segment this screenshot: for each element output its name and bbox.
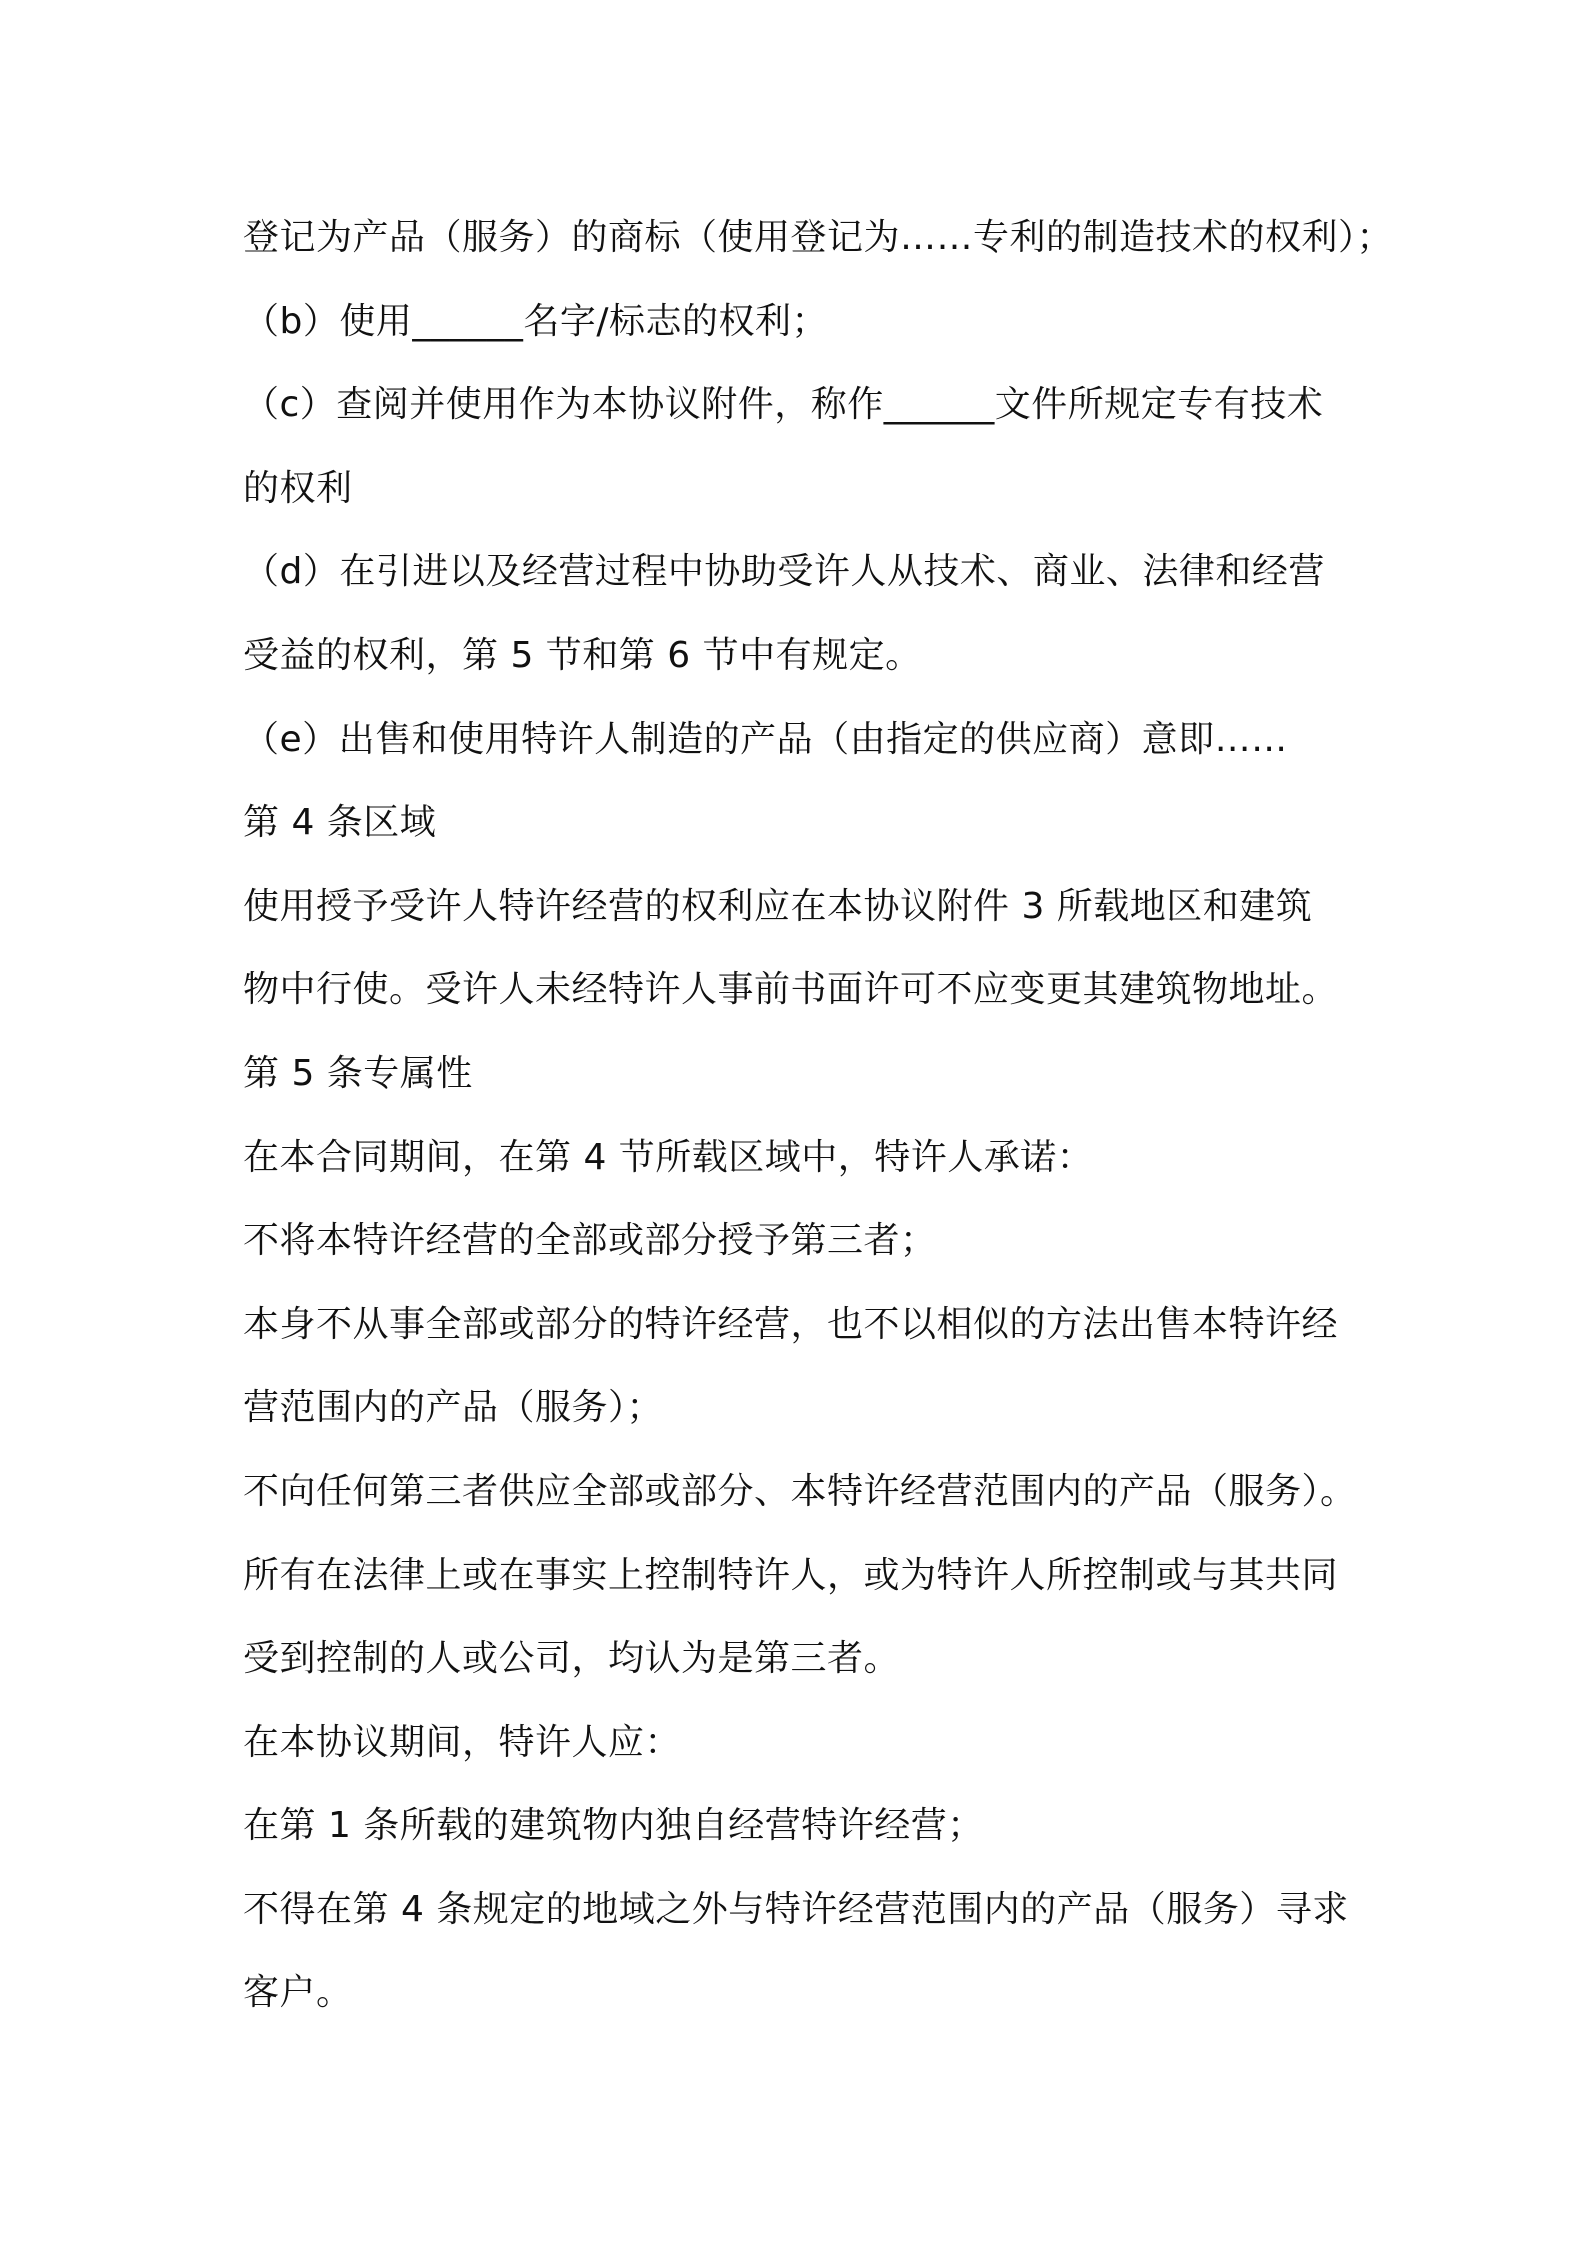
text-line: （d）在引进以及经营过程中协助受许人从技术、商业、法律和经营 (243, 551, 1325, 593)
section-heading: 第 5 条专属性 (243, 1052, 473, 1094)
text-line: 在本协议期间，特许人应： (243, 1721, 682, 1763)
text-line: 受到控制的人或公司，均认为是第三者。 (243, 1638, 901, 1680)
text-line: 客户。 (243, 1972, 353, 2014)
text-line: 使用授予受许人特许经营的权利应在本协议附件 3 所载地区和建筑 (243, 885, 1313, 927)
text-line: 物中行使。受许人未经特许人事前书面许可不应变更其建筑物地址。 (243, 969, 1339, 1011)
text-line: 本身不从事全部或部分的特许经营，也不以相似的方法出售本特许经 (243, 1303, 1339, 1345)
text-line: 不向任何第三者供应全部或部分、本特许经营范围内的产品（服务）。 (243, 1470, 1357, 1512)
text-line: 营范围内的产品（服务）； (243, 1387, 664, 1429)
text-line: （c）查阅并使用作为本协议附件，称作______文件所规定专有技术 (243, 384, 1324, 426)
text-line: 所有在法律上或在事实上控制特许人，或为特许人所控制或与其共同 (243, 1554, 1339, 1596)
document-body (243, 196, 1394, 2035)
text-line: 受益的权利，第 5 节和第 6 节中有规定。 (243, 634, 922, 676)
section-heading: 第 4 条区域 (243, 802, 437, 844)
text-line: 不得在第 4 条规定的地域之外与特许经营范围内的产品（服务）寻求 (243, 1888, 1349, 1930)
text-line: （e）出售和使用特许人制造的产品（由指定的供应商）意即…… (243, 718, 1288, 760)
text-line: 的权利 (243, 467, 353, 509)
text-line: 在第 1 条所载的建筑物内独自经营特许经营； (243, 1805, 984, 1847)
text-line: 不将本特许经营的全部或部分授予第三者； (243, 1220, 937, 1262)
text-line: 在本合同期间，在第 4 节所载区域中，特许人承诺： (243, 1136, 1094, 1178)
text-line: 登记为产品（服务）的商标（使用登记为……专利的制造技术的权利）； (243, 217, 1394, 258)
text-line: （b）使用______名字/标志的权利； (243, 300, 828, 342)
